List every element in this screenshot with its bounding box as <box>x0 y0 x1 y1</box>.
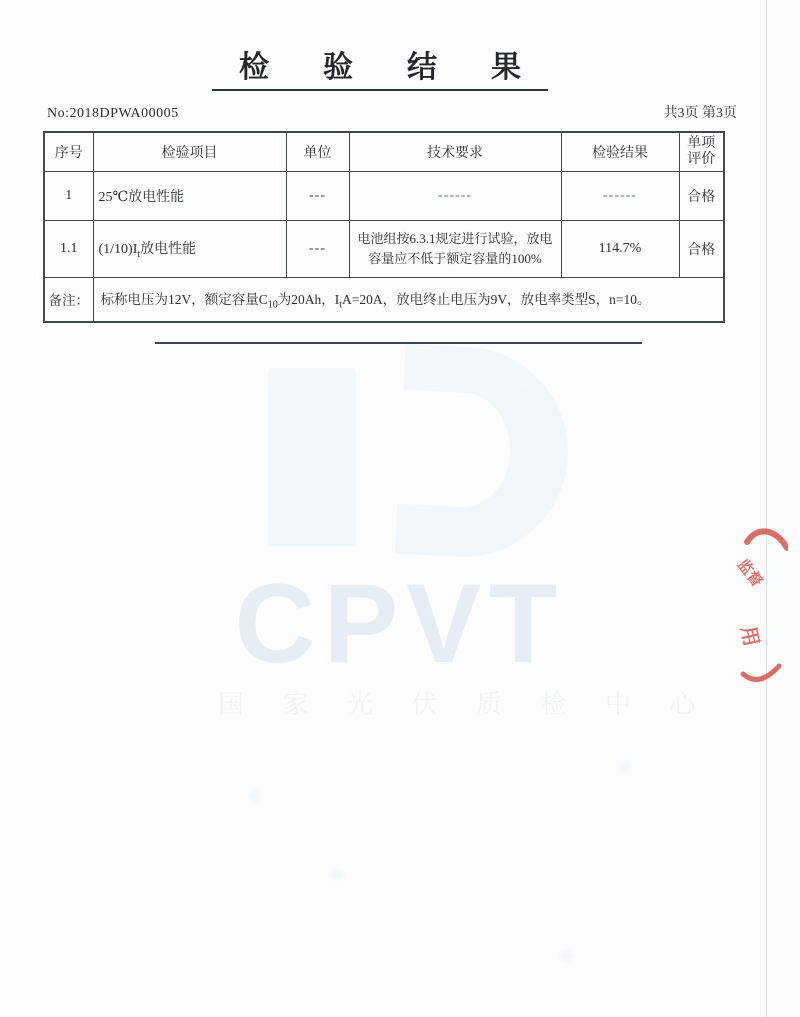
remarks-row <box>44 277 724 322</box>
table-header-row <box>44 132 724 171</box>
inspection-results-table <box>43 131 725 323</box>
watermark-logo-curve <box>395 344 574 563</box>
cell-requirement: 电池组按6.3.1规定进行试验，放电容量应不低于额定容量的100% <box>349 220 561 277</box>
cell-seq: 1.1 <box>44 220 93 277</box>
cell-evaluation: 合格 <box>679 220 724 277</box>
cell-result: 114.7% <box>561 220 679 277</box>
stamp-arc-top <box>747 531 787 548</box>
remarks-label: 备注： <box>44 277 93 322</box>
cell-item: $(1/10)I_t$放电性能 <box>93 220 286 277</box>
watermark-logo-bar <box>268 368 356 546</box>
page-title-wrap <box>212 42 575 86</box>
col-header-item: 检验项目 <box>93 132 286 171</box>
cell-evaluation: 合格 <box>679 171 724 220</box>
cell-result: ------ <box>561 171 679 220</box>
col-header-result: 检验结果 <box>561 132 679 171</box>
cpvt-watermark-text: CPVT <box>234 561 566 686</box>
red-stamp-fragment <box>733 512 788 707</box>
page-count: 共3页 第3页 <box>663 106 737 121</box>
scan-artifact <box>620 760 630 774</box>
remarks-content: 标称电压为12V，额定容量$C_{10}$为20Ah，$I_tA=20A$，放电终止电压为9V，放电率类型S，n=10。 <box>93 277 724 322</box>
cell-seq: 1 <box>44 171 93 220</box>
scan-artifact <box>330 870 344 880</box>
stamp-text-bottom: 用 <box>736 624 762 649</box>
watermark-org-name: 国 家 光 伏 质 检 中 心 <box>218 690 712 719</box>
scan-edge-strip <box>767 0 800 1017</box>
cell-item: 25℃放电性能 <box>93 171 286 220</box>
report-end-line <box>155 342 642 344</box>
document-number: No:2018DPWA00005 <box>47 106 179 121</box>
col-header-unit: 单位 <box>286 132 349 171</box>
table-row <box>44 220 724 277</box>
title-underline <box>212 89 548 91</box>
scan-artifact <box>250 790 259 802</box>
col-header-requirement: 技术要求 <box>349 132 561 171</box>
col-header-evaluation: 单项评价 <box>679 132 724 171</box>
scan-artifact <box>560 950 572 962</box>
cell-unit: --- <box>286 220 349 277</box>
stamp-arc-bottom <box>743 666 779 679</box>
page-title: 检验结果 <box>239 51 575 84</box>
stamp-text-top: 监督 <box>733 556 765 591</box>
table-row <box>44 171 724 220</box>
cell-requirement: ------ <box>349 171 561 220</box>
col-header-seq: 序号 <box>44 132 93 171</box>
scan-edge-line <box>766 0 767 1017</box>
cell-unit: --- <box>286 171 349 220</box>
